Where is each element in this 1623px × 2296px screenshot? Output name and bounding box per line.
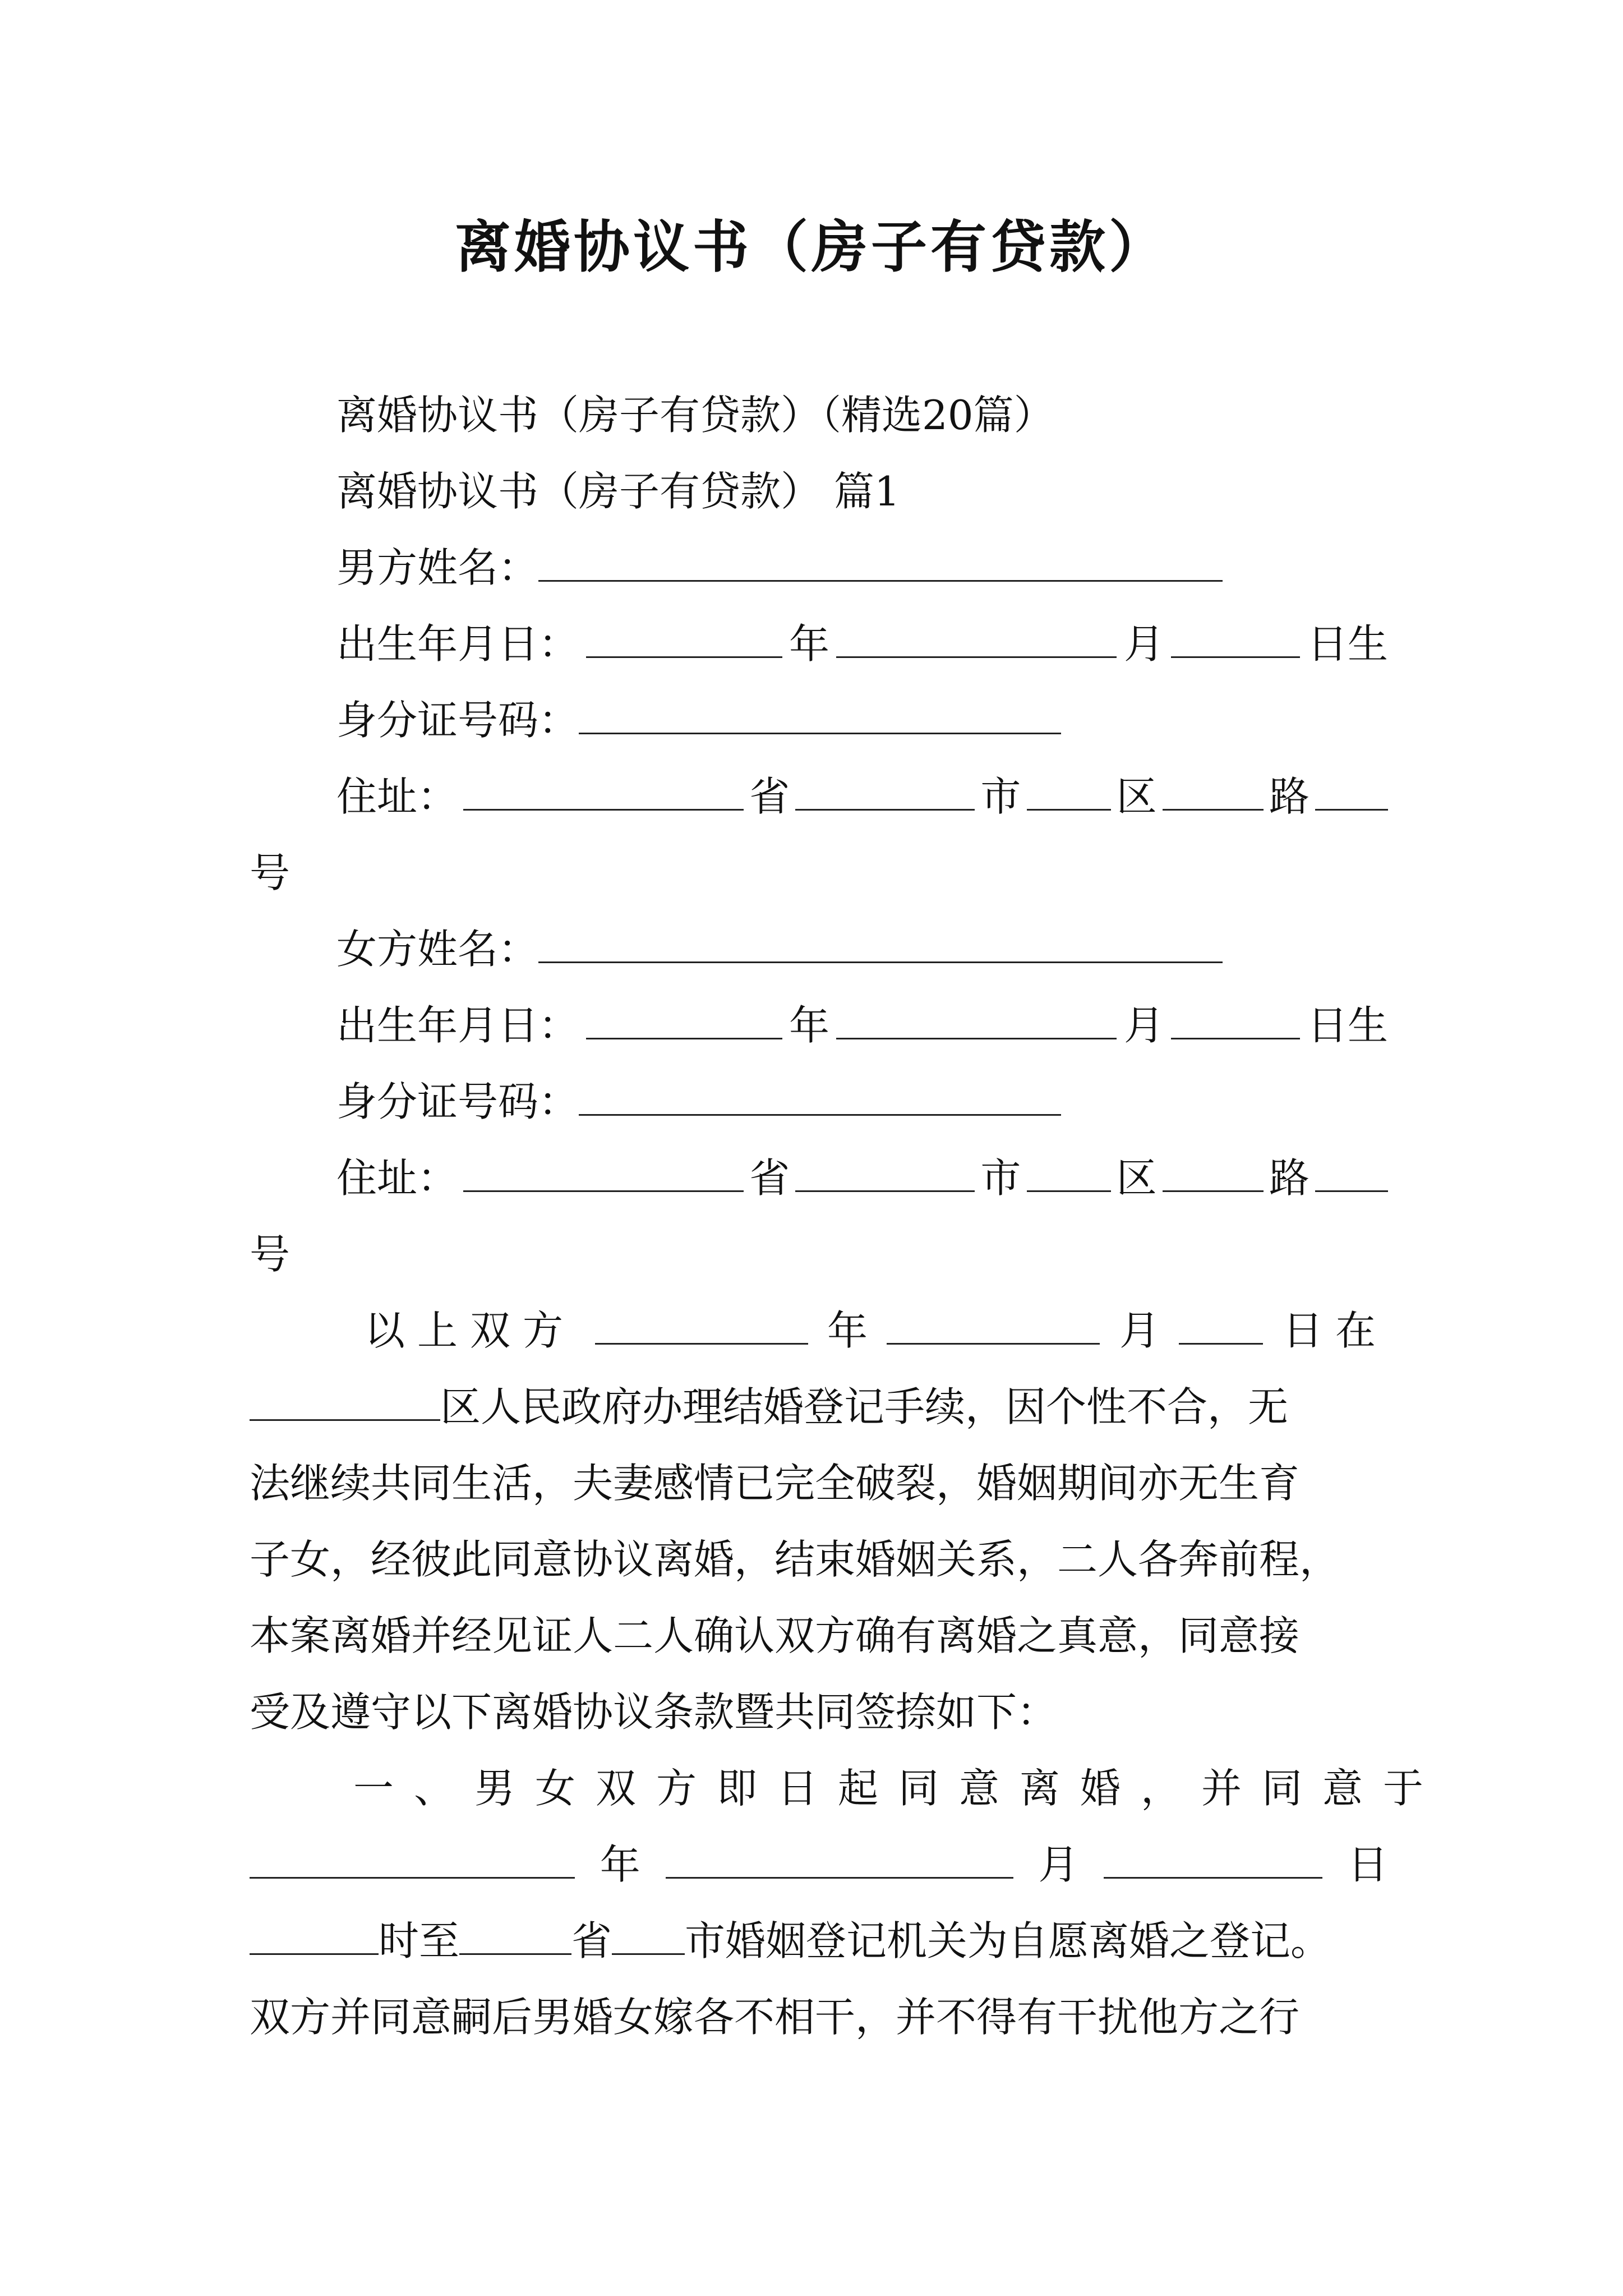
male-road-label: 路 — [1269, 773, 1310, 820]
clause1-city-blank[interactable] — [612, 1918, 685, 1955]
clause1-line1-text: 一、男女双方即日起同意离婚，并同意于 — [353, 1765, 1444, 1812]
female-id-line — [336, 1074, 1388, 1130]
male-name-line — [336, 540, 1388, 596]
p1-day-label: 日在 — [1282, 1307, 1388, 1354]
male-id-label: 身分证号码： — [336, 697, 579, 744]
clause1-day-blank[interactable] — [1104, 1842, 1322, 1879]
male-city-blank[interactable] — [795, 774, 975, 811]
clause1-year-blank[interactable] — [250, 1842, 575, 1879]
female-name-blank[interactable] — [538, 927, 1223, 963]
male-id-line — [336, 692, 1388, 748]
p1-month-blank[interactable] — [887, 1308, 1100, 1345]
male-birth-line — [336, 616, 1388, 672]
clause1-year-label: 年 — [600, 1841, 640, 1888]
female-address-number-line — [250, 1226, 1388, 1282]
female-birth-year-label: 年 — [789, 1002, 829, 1049]
male-birth-year-blank[interactable] — [586, 622, 782, 658]
clause1-province-label: 省 — [571, 1917, 612, 1964]
male-birth-month-blank[interactable] — [836, 622, 1117, 658]
female-birth-day-label: 日生 — [1307, 1002, 1388, 1049]
female-district-label: 区 — [1116, 1154, 1157, 1202]
paragraph1-line4 — [250, 1531, 1388, 1588]
female-birth-year-blank[interactable] — [586, 1003, 782, 1039]
female-number-label: 号 — [250, 1231, 291, 1278]
clause1-month-label: 月 — [1038, 1841, 1079, 1888]
p1-start-text: 以上双方 — [365, 1307, 576, 1354]
p1-line3-text: 法继续共同生活，夫妻感情已完全破裂，婚姻期间亦无生育 — [250, 1460, 1300, 1507]
female-name-line — [336, 921, 1388, 977]
clause1-day-label: 日 — [1347, 1841, 1388, 1888]
male-id-blank[interactable] — [579, 698, 1061, 734]
female-province-blank[interactable] — [463, 1156, 744, 1192]
clause1-rest-text: 市婚姻登记机关为自愿离婚之登记。 — [685, 1917, 1331, 1964]
subtitle-line — [336, 387, 1388, 443]
male-number-label: 号 — [250, 849, 291, 896]
p1-district-blank[interactable] — [250, 1384, 440, 1421]
paragraph1-line2 — [250, 1379, 1388, 1435]
clause1-line1 — [353, 1760, 1444, 1816]
p1-line2-text: 区人民政府办理结婚登记手续，因个性不合，无 — [440, 1383, 1289, 1430]
p1-year-label: 年 — [827, 1307, 868, 1354]
male-address-label: 住址： — [336, 773, 458, 820]
female-district-blank[interactable] — [1027, 1156, 1111, 1192]
male-district-blank[interactable] — [1027, 774, 1111, 811]
female-id-blank[interactable] — [579, 1079, 1061, 1116]
clause1-province-blank[interactable] — [459, 1918, 571, 1955]
male-district-label: 区 — [1116, 773, 1157, 820]
section-heading-text: 离婚协议书（房子有贷款） 篇1 — [336, 468, 900, 515]
male-address-number-line — [250, 845, 1388, 901]
male-birth-label: 出生年月日： — [336, 620, 579, 668]
female-province-label: 省 — [749, 1154, 790, 1202]
male-name-blank[interactable] — [538, 545, 1223, 582]
p1-line5-text: 本案离婚并经见证人二人确认双方确有离婚之真意，同意接 — [250, 1612, 1300, 1659]
male-province-label: 省 — [749, 773, 790, 820]
female-birth-line — [336, 997, 1388, 1053]
section-heading — [336, 463, 1388, 519]
female-birth-month-label: 月 — [1123, 1002, 1164, 1049]
p1-year-blank[interactable] — [595, 1308, 808, 1345]
male-birth-day-label: 日生 — [1307, 620, 1388, 668]
paragraph1-line5 — [250, 1608, 1388, 1664]
paragraph1-line1 — [365, 1303, 1388, 1359]
clause1-line4-text: 双方并同意嗣后男婚女嫁各不相干，并不得有干扰他方之行 — [250, 1994, 1300, 2041]
female-city-blank[interactable] — [795, 1156, 975, 1192]
female-name-label: 女方姓名： — [336, 926, 539, 973]
female-birth-label: 出生年月日： — [336, 1002, 579, 1049]
p1-month-label: 月 — [1119, 1307, 1160, 1354]
clause1-hour-blank[interactable] — [250, 1918, 379, 1955]
male-road-blank[interactable] — [1163, 774, 1264, 811]
p1-day-blank[interactable] — [1179, 1308, 1263, 1345]
female-road-label: 路 — [1269, 1154, 1310, 1202]
male-city-label: 市 — [980, 773, 1021, 820]
male-address-line — [336, 769, 1388, 825]
clause1-line3 — [250, 1913, 1388, 1969]
subtitle-text: 离婚协议书（房子有贷款）（精选20篇） — [336, 392, 1054, 439]
p1-line4-text: 子女，经彼此同意协议离婚，结束婚姻关系，二人各奔前程， — [250, 1536, 1340, 1583]
clause1-line4 — [250, 1989, 1388, 2045]
male-number-blank[interactable] — [1315, 774, 1388, 811]
male-birth-day-blank[interactable] — [1171, 622, 1300, 658]
female-number-blank[interactable] — [1315, 1156, 1388, 1192]
female-birth-month-blank[interactable] — [836, 1003, 1117, 1039]
clause1-line2 — [250, 1837, 1388, 1893]
clause1-time-label: 时至 — [379, 1917, 460, 1964]
male-province-blank[interactable] — [463, 774, 744, 811]
paragraph1-line3 — [250, 1455, 1388, 1511]
female-birth-day-blank[interactable] — [1171, 1003, 1300, 1039]
female-id-label: 身分证号码： — [336, 1078, 579, 1125]
paragraph1-line6 — [250, 1684, 1388, 1740]
male-name-label: 男方姓名： — [336, 544, 539, 591]
document-title: 离婚协议书（房子有贷款） — [455, 214, 1168, 280]
female-road-blank[interactable] — [1163, 1156, 1264, 1192]
female-address-label: 住址： — [336, 1154, 458, 1202]
female-city-label: 市 — [980, 1154, 1021, 1202]
p1-line6-text: 受及遵守以下离婚协议条款暨共同签捺如下： — [250, 1688, 1058, 1736]
female-address-line — [336, 1150, 1388, 1206]
clause1-month-blank[interactable] — [666, 1842, 1013, 1879]
male-birth-month-label: 月 — [1123, 620, 1164, 668]
male-birth-year-label: 年 — [789, 620, 829, 668]
